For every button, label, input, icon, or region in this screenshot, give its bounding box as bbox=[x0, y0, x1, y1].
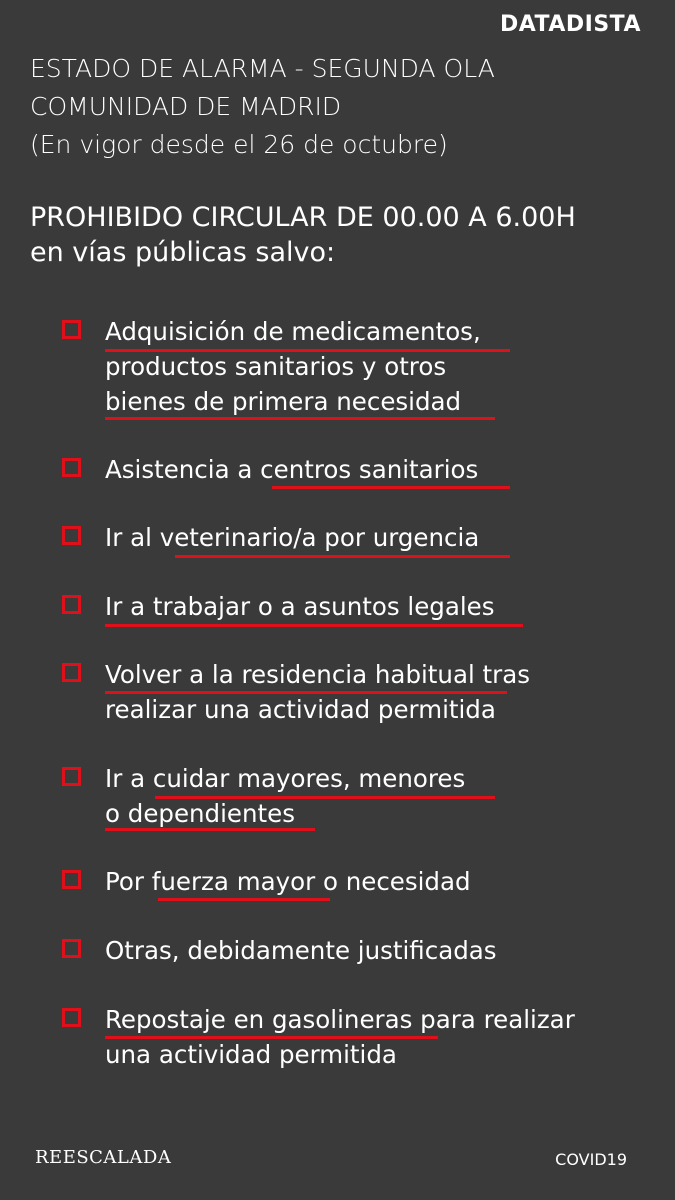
highlight-underline bbox=[155, 796, 495, 799]
list-item-line: Repostaje en gasolineras para realizar bbox=[105, 1005, 575, 1034]
list-item-line: Asistencia a centros sanitarios bbox=[105, 455, 479, 484]
highlight-underline bbox=[105, 417, 495, 420]
list-item-line: Adquisición de medicamentos, bbox=[105, 317, 481, 346]
highlight-underline bbox=[272, 486, 510, 489]
footer-tag: COVID19 bbox=[555, 1150, 627, 1169]
title-line-1: ESTADO DE ALARMA - SEGUNDA OLA bbox=[30, 54, 495, 83]
bullet-square-icon bbox=[62, 663, 81, 682]
highlight-underline bbox=[105, 1036, 438, 1039]
subtitle-line-2: en vías públicas salvo: bbox=[30, 237, 336, 268]
list-item-line: Otras, debidamente justificadas bbox=[105, 936, 497, 965]
highlight-underline bbox=[175, 555, 510, 558]
page-title bbox=[30, 50, 495, 164]
bullet-square-icon bbox=[62, 870, 81, 889]
bullet-square-icon bbox=[62, 320, 81, 339]
highlight-underline bbox=[105, 691, 507, 694]
bullet-square-icon bbox=[62, 1008, 81, 1027]
brand-logo: DATADISTA bbox=[499, 12, 641, 37]
title-line-3: (En vigor desde el 26 de octubre) bbox=[30, 130, 448, 159]
bullet-square-icon bbox=[62, 526, 81, 545]
bullet-square-icon bbox=[62, 458, 81, 477]
list-item-line: Volver a la residencia habitual tras bbox=[105, 660, 531, 689]
highlight-underline bbox=[105, 624, 523, 627]
list-item-text bbox=[105, 864, 650, 899]
list-item-text bbox=[105, 933, 650, 968]
list-item-line: Ir a trabajar o a asuntos legales bbox=[105, 592, 495, 621]
subtitle bbox=[30, 200, 576, 270]
list-item-text bbox=[105, 452, 650, 487]
highlight-underline bbox=[158, 898, 330, 901]
list-item-line: o dependientes bbox=[105, 799, 295, 828]
title-line-2: COMUNIDAD DE MADRID bbox=[30, 92, 342, 121]
list-item-line: bienes de primera necesidad bbox=[105, 387, 462, 416]
list-item-line: Ir a cuidar mayores, menores bbox=[105, 764, 466, 793]
highlight-underline bbox=[105, 349, 510, 352]
list-item-line: Ir al veterinario/a por urgencia bbox=[105, 523, 480, 552]
bullet-square-icon bbox=[62, 595, 81, 614]
list-item-text bbox=[105, 314, 650, 419]
subtitle-line-1: PROHIBIDO CIRCULAR DE 00.00 A 6.00H bbox=[30, 202, 576, 233]
list-item-line: Por fuerza mayor o necesidad bbox=[105, 867, 471, 896]
list-item-line: una actividad permitida bbox=[105, 1040, 397, 1069]
highlight-underline bbox=[105, 828, 315, 831]
list-item-text bbox=[105, 520, 650, 555]
list-item-line: productos sanitarios y otros bbox=[105, 352, 447, 381]
list-item-text bbox=[105, 589, 650, 624]
bullet-square-icon bbox=[62, 939, 81, 958]
footer-brand: REESCALADA bbox=[35, 1147, 172, 1168]
bullet-square-icon bbox=[62, 767, 81, 786]
list-item-line: realizar una actividad permitida bbox=[105, 695, 496, 724]
